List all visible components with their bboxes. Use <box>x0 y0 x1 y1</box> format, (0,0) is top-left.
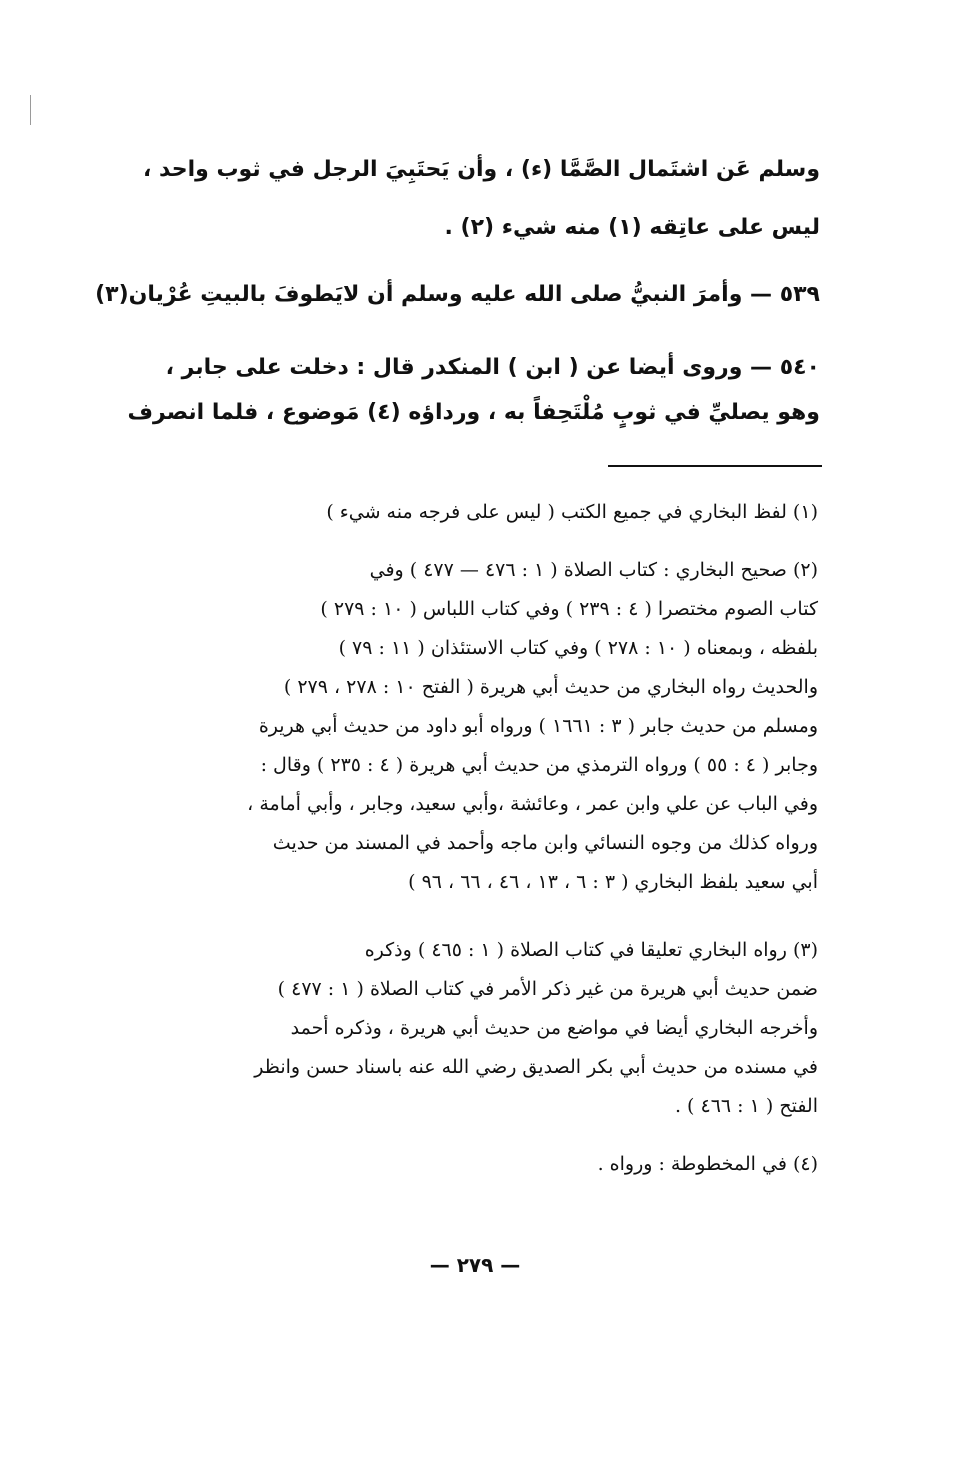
main-line-1: وسلم عَن اشتَمال الصَّمَّا (ء) ، وأن يَحتَبِيَ الرجل في ثوب واحد ، <box>142 157 820 182</box>
main-line-5: وهو يصليِّ في ثوبٍ مُلْتَحِفاً به ، ورداؤه (٤) مَوضوع ، فلما انصرف <box>127 400 820 425</box>
footnote-line: أبي سعيد بلفظ البخاري ( ٣ : ٦ ، ١٣ ، ٤٦ ، ٦٦ ، ٩٦ ) <box>408 871 818 893</box>
footnote-line: بلفظه ، وبمعناه ( ١٠ : ٢٧٨ ) وفي كتاب الاستئذان ( ١١ : ٧٩ ) <box>338 637 818 659</box>
page-number: — ٢٧٩ — <box>429 1253 521 1277</box>
footnote-line: ورواه كذلك من وجوه النسائي وابن ماجه وأحمد في المسند من حديث <box>272 832 818 854</box>
footnote-line: الفتح ( ١ : ٤٦٦ ) . <box>674 1095 818 1117</box>
margin-mark <box>30 95 31 125</box>
footnote-line: ومسلم من حديث جابر ( ٣ : ١٦٦١ ) ورواه أبو داود من حديث أبي هريرة <box>258 715 818 737</box>
hadith-539: ٥٣٩ — وأمرَ النبيُّ صلى الله عليه وسلم أن لايَطوفَ بالبيتِ عُرْيان(٣) <box>95 282 820 307</box>
footnote-line: وأخرجه البخاري أيضا في مواضع من حديث أبي هريرة ، وذكره أحمد <box>290 1017 818 1039</box>
footnote-line: والحديث رواه البخاري من حديث أبي هريرة ( الفتح ١٠ : ٢٧٨ ، ٢٧٩ ) <box>283 676 818 698</box>
footnote-line: وجابر ( ٤ : ٥٥ ) ورواه الترمذي من حديث أبي هريرة ( ٤ : ٢٣٥ ) وقال : <box>260 754 818 776</box>
hadith-540: ٥٤٠ — وروى أيضا عن ( ابن ) المنكدر قال : دخلت على جابر ، <box>165 355 820 380</box>
footnote-line: وفي الباب عن علي وابن عمر ، وعائشة ،وأبي سعيد، وجابر ، وأبي أمامة ، <box>247 793 818 815</box>
footnote-line: ضمن حديث أبي هريرة من غير ذكر الأمر في كتاب الصلاة ( ١ : ٤٧٧ ) <box>277 978 818 1000</box>
footnote-line: في مسنده من حديث أبي بكر الصديق رضي الله عنه باسناد حسن وانظر <box>254 1056 818 1078</box>
footnote-separator <box>608 465 822 467</box>
footnote-3: (٣) رواه البخاري تعليقا في كتاب الصلاة ( ١ : ٤٦٥ ) وذكره <box>364 939 818 961</box>
main-line-2: ليس على عاتِقه (١) منه شيء (٢) . <box>444 215 820 240</box>
footnote-1: (١) لفظ البخاري في جميع الكتب ( ليس على فرجه منه شيء ) <box>326 501 818 523</box>
footnote-4: (٤) في المخطوطة : ورواه . <box>597 1153 818 1175</box>
footnote-2: (٢) صحيح البخاري : كتاب الصلاة ( ١ : ٤٧٦ — ٤٧٧ ) وفي <box>369 559 818 581</box>
footnote-line: كتاب الصوم مختصرا ( ٤ : ٢٣٩ ) وفي كتاب اللباس ( ١٠ : ٢٧٩ ) <box>320 598 818 620</box>
